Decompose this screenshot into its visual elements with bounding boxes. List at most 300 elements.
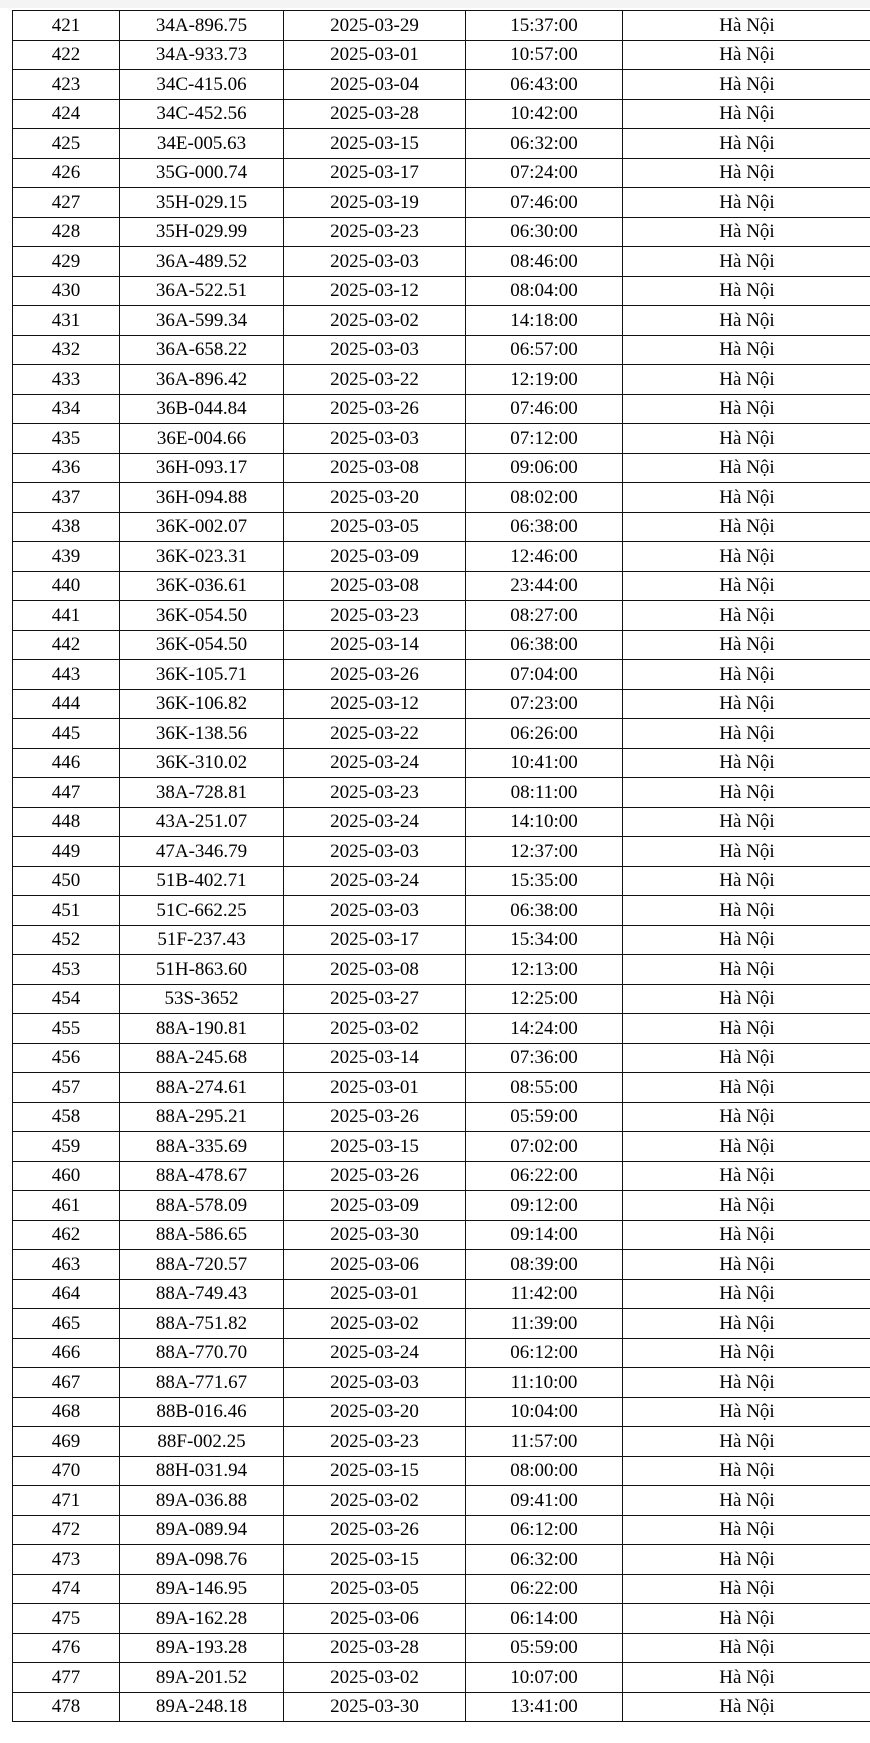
location-cell: Hà Nội (623, 129, 870, 159)
violation-date-cell: 2025-03-17 (284, 158, 466, 188)
violation-date-cell: 2025-03-08 (284, 453, 466, 483)
row-number-cell: 460 (13, 1161, 120, 1191)
row-number-cell: 428 (13, 217, 120, 247)
violation-time-cell: 07:24:00 (466, 158, 623, 188)
table-row (13, 1309, 870, 1339)
violation-time-cell: 06:38:00 (466, 896, 623, 926)
row-number-cell: 456 (13, 1043, 120, 1073)
violation-time-cell: 08:27:00 (466, 601, 623, 631)
license-plate-cell: 36A-522.51 (120, 276, 284, 306)
row-number-cell: 475 (13, 1604, 120, 1634)
violation-time-cell: 06:12:00 (466, 1515, 623, 1545)
table-row (13, 896, 870, 926)
table-row (13, 129, 870, 159)
violation-time-cell: 06:32:00 (466, 129, 623, 159)
violation-time-cell: 07:12:00 (466, 424, 623, 454)
table-row (13, 1633, 870, 1663)
location-cell: Hà Nội (623, 571, 870, 601)
violation-time-cell: 07:23:00 (466, 689, 623, 719)
license-plate-cell: 89A-098.76 (120, 1545, 284, 1575)
row-number-cell: 423 (13, 70, 120, 100)
license-plate-cell: 36A-599.34 (120, 306, 284, 336)
violation-time-cell: 15:35:00 (466, 866, 623, 896)
location-cell: Hà Nội (623, 984, 870, 1014)
violation-time-cell: 08:46:00 (466, 247, 623, 277)
row-number-cell: 424 (13, 99, 120, 129)
table-row (13, 1574, 870, 1604)
violation-date-cell: 2025-03-24 (284, 866, 466, 896)
location-cell: Hà Nội (623, 542, 870, 572)
table-row (13, 365, 870, 395)
license-plate-cell: 89A-193.28 (120, 1633, 284, 1663)
violation-time-cell: 06:22:00 (466, 1574, 623, 1604)
violation-time-cell: 09:14:00 (466, 1220, 623, 1250)
table-row (13, 542, 870, 572)
table-row (13, 984, 870, 1014)
table-row (13, 1545, 870, 1575)
location-cell: Hà Nội (623, 1250, 870, 1280)
violation-date-cell: 2025-03-03 (284, 424, 466, 454)
row-number-cell: 471 (13, 1486, 120, 1516)
license-plate-cell: 53S-3652 (120, 984, 284, 1014)
location-cell: Hà Nội (623, 748, 870, 778)
license-plate-cell: 51H-863.60 (120, 955, 284, 985)
license-plate-cell: 89A-036.88 (120, 1486, 284, 1516)
table-row (13, 689, 870, 719)
license-plate-cell: 34C-415.06 (120, 70, 284, 100)
row-number-cell: 426 (13, 158, 120, 188)
violation-date-cell: 2025-03-26 (284, 394, 466, 424)
table-row (13, 394, 870, 424)
table-row (13, 1250, 870, 1280)
row-number-cell: 478 (13, 1692, 120, 1722)
table-row (13, 1486, 870, 1516)
table-row (13, 1279, 870, 1309)
table-row (13, 1692, 870, 1722)
violation-date-cell: 2025-03-01 (284, 1073, 466, 1103)
violation-time-cell: 12:46:00 (466, 542, 623, 572)
violation-date-cell: 2025-03-22 (284, 365, 466, 395)
violation-time-cell: 06:14:00 (466, 1604, 623, 1634)
license-plate-cell: 36K-105.71 (120, 660, 284, 690)
license-plate-cell: 36K-023.31 (120, 542, 284, 572)
location-cell: Hà Nội (623, 70, 870, 100)
row-number-cell: 465 (13, 1309, 120, 1339)
table-row (13, 512, 870, 542)
table-row (13, 1397, 870, 1427)
license-plate-cell: 88B-016.46 (120, 1397, 284, 1427)
license-plate-cell: 36K-310.02 (120, 748, 284, 778)
row-number-cell: 477 (13, 1663, 120, 1693)
violation-time-cell: 07:46:00 (466, 188, 623, 218)
location-cell: Hà Nội (623, 660, 870, 690)
license-plate-cell: 36A-896.42 (120, 365, 284, 395)
violation-time-cell: 10:57:00 (466, 40, 623, 70)
violation-time-cell: 09:12:00 (466, 1191, 623, 1221)
row-number-cell: 430 (13, 276, 120, 306)
row-number-cell: 473 (13, 1545, 120, 1575)
violation-date-cell: 2025-03-15 (284, 1132, 466, 1162)
location-cell: Hà Nội (623, 896, 870, 926)
row-number-cell: 437 (13, 483, 120, 513)
violation-date-cell: 2025-03-03 (284, 247, 466, 277)
row-number-cell: 429 (13, 247, 120, 277)
location-cell: Hà Nội (623, 837, 870, 867)
location-cell: Hà Nội (623, 1427, 870, 1457)
violation-time-cell: 08:11:00 (466, 778, 623, 808)
license-plate-cell: 88A-751.82 (120, 1309, 284, 1339)
row-number-cell: 431 (13, 306, 120, 336)
table-row (13, 99, 870, 129)
violation-date-cell: 2025-03-24 (284, 1338, 466, 1368)
table-row (13, 1102, 870, 1132)
violation-date-cell: 2025-03-26 (284, 1515, 466, 1545)
row-number-cell: 433 (13, 365, 120, 395)
table-row (13, 1132, 870, 1162)
location-cell: Hà Nội (623, 1397, 870, 1427)
license-plate-cell: 88A-749.43 (120, 1279, 284, 1309)
location-cell: Hà Nội (623, 1220, 870, 1250)
violation-time-cell: 06:22:00 (466, 1161, 623, 1191)
location-cell: Hà Nội (623, 689, 870, 719)
row-number-cell: 444 (13, 689, 120, 719)
violation-date-cell: 2025-03-20 (284, 483, 466, 513)
violation-date-cell: 2025-03-19 (284, 188, 466, 218)
license-plate-cell: 89A-248.18 (120, 1692, 284, 1722)
violation-time-cell: 08:02:00 (466, 483, 623, 513)
table-row (13, 1604, 870, 1634)
location-cell: Hà Nội (623, 276, 870, 306)
violation-date-cell: 2025-03-02 (284, 1309, 466, 1339)
license-plate-cell: 88A-578.09 (120, 1191, 284, 1221)
violation-time-cell: 12:13:00 (466, 955, 623, 985)
violation-time-cell: 11:42:00 (466, 1279, 623, 1309)
violation-time-cell: 06:32:00 (466, 1545, 623, 1575)
license-plate-cell: 36K-138.56 (120, 719, 284, 749)
violation-time-cell: 23:44:00 (466, 571, 623, 601)
location-cell: Hà Nội (623, 866, 870, 896)
location-cell: Hà Nội (623, 1368, 870, 1398)
location-cell: Hà Nội (623, 1663, 870, 1693)
violation-date-cell: 2025-03-01 (284, 40, 466, 70)
violation-time-cell: 09:41:00 (466, 1486, 623, 1516)
violation-time-cell: 07:02:00 (466, 1132, 623, 1162)
location-cell: Hà Nội (623, 335, 870, 365)
license-plate-cell: 51C-662.25 (120, 896, 284, 926)
table-row (13, 453, 870, 483)
violation-date-cell: 2025-03-26 (284, 1102, 466, 1132)
violation-date-cell: 2025-03-27 (284, 984, 466, 1014)
table-row (13, 1073, 870, 1103)
location-cell: Hà Nội (623, 512, 870, 542)
row-number-cell: 427 (13, 188, 120, 218)
license-plate-cell: 36K-002.07 (120, 512, 284, 542)
violation-time-cell: 06:30:00 (466, 217, 623, 247)
violation-time-cell: 07:46:00 (466, 394, 623, 424)
violation-date-cell: 2025-03-03 (284, 1368, 466, 1398)
license-plate-cell: 36K-054.50 (120, 630, 284, 660)
row-number-cell: 439 (13, 542, 120, 572)
row-number-cell: 452 (13, 925, 120, 955)
violation-date-cell: 2025-03-17 (284, 925, 466, 955)
row-number-cell: 455 (13, 1014, 120, 1044)
location-cell: Hà Nội (623, 1486, 870, 1516)
row-number-cell: 434 (13, 394, 120, 424)
violation-time-cell: 08:00:00 (466, 1456, 623, 1486)
violation-time-cell: 11:39:00 (466, 1309, 623, 1339)
location-cell: Hà Nội (623, 306, 870, 336)
table-row (13, 1338, 870, 1368)
table-row (13, 601, 870, 631)
violation-date-cell: 2025-03-26 (284, 1161, 466, 1191)
top-edge-strip (0, 0, 870, 8)
location-cell: Hà Nội (623, 1132, 870, 1162)
location-cell: Hà Nội (623, 1309, 870, 1339)
license-plate-cell: 34C-452.56 (120, 99, 284, 129)
row-number-cell: 469 (13, 1427, 120, 1457)
license-plate-cell: 88A-245.68 (120, 1043, 284, 1073)
violation-time-cell: 09:06:00 (466, 453, 623, 483)
violation-date-cell: 2025-03-05 (284, 512, 466, 542)
location-cell: Hà Nội (623, 40, 870, 70)
violation-time-cell: 14:24:00 (466, 1014, 623, 1044)
violation-date-cell: 2025-03-15 (284, 1545, 466, 1575)
violation-time-cell: 08:55:00 (466, 1073, 623, 1103)
table-row (13, 335, 870, 365)
location-cell: Hà Nội (623, 365, 870, 395)
row-number-cell: 441 (13, 601, 120, 631)
license-plate-cell: 88F-002.25 (120, 1427, 284, 1457)
license-plate-cell: 34A-896.75 (120, 11, 284, 41)
table-row (13, 630, 870, 660)
violation-time-cell: 15:34:00 (466, 925, 623, 955)
location-cell: Hà Nội (623, 778, 870, 808)
row-number-cell: 464 (13, 1279, 120, 1309)
location-cell: Hà Nội (623, 99, 870, 129)
license-plate-cell: 36H-093.17 (120, 453, 284, 483)
location-cell: Hà Nội (623, 247, 870, 277)
violation-date-cell: 2025-03-28 (284, 99, 466, 129)
violation-date-cell: 2025-03-23 (284, 778, 466, 808)
row-number-cell: 468 (13, 1397, 120, 1427)
row-number-cell: 457 (13, 1073, 120, 1103)
table-row (13, 1515, 870, 1545)
table-row (13, 1427, 870, 1457)
location-cell: Hà Nội (623, 158, 870, 188)
license-plate-cell: 36K-036.61 (120, 571, 284, 601)
license-plate-cell: 43A-251.07 (120, 807, 284, 837)
violation-time-cell: 11:10:00 (466, 1368, 623, 1398)
violation-time-cell: 07:04:00 (466, 660, 623, 690)
location-cell: Hà Nội (623, 1014, 870, 1044)
violation-date-cell: 2025-03-20 (284, 1397, 466, 1427)
table-row (13, 1220, 870, 1250)
violation-time-cell: 11:57:00 (466, 1427, 623, 1457)
violation-date-cell: 2025-03-23 (284, 1427, 466, 1457)
violation-time-cell: 05:59:00 (466, 1633, 623, 1663)
license-plate-cell: 51F-237.43 (120, 925, 284, 955)
violation-date-cell: 2025-03-05 (284, 1574, 466, 1604)
row-number-cell: 454 (13, 984, 120, 1014)
table-row (13, 719, 870, 749)
license-plate-cell: 88A-295.21 (120, 1102, 284, 1132)
location-cell: Hà Nội (623, 188, 870, 218)
row-number-cell: 458 (13, 1102, 120, 1132)
row-number-cell: 435 (13, 424, 120, 454)
location-cell: Hà Nội (623, 1515, 870, 1545)
location-cell: Hà Nội (623, 1456, 870, 1486)
license-plate-cell: 89A-201.52 (120, 1663, 284, 1693)
license-plate-cell: 88A-771.67 (120, 1368, 284, 1398)
violation-date-cell: 2025-03-22 (284, 719, 466, 749)
table-row (13, 955, 870, 985)
table-row (13, 807, 870, 837)
table-row (13, 11, 870, 41)
license-plate-cell: 36B-044.84 (120, 394, 284, 424)
row-number-cell: 453 (13, 955, 120, 985)
location-cell: Hà Nội (623, 483, 870, 513)
row-number-cell: 443 (13, 660, 120, 690)
row-number-cell: 421 (13, 11, 120, 41)
row-number-cell: 474 (13, 1574, 120, 1604)
table-row (13, 1191, 870, 1221)
table-row (13, 1663, 870, 1693)
license-plate-cell: 38A-728.81 (120, 778, 284, 808)
row-number-cell: 445 (13, 719, 120, 749)
table-row (13, 247, 870, 277)
row-number-cell: 422 (13, 40, 120, 70)
violation-date-cell: 2025-03-06 (284, 1604, 466, 1634)
license-plate-cell: 34E-005.63 (120, 129, 284, 159)
violation-time-cell: 12:25:00 (466, 984, 623, 1014)
row-number-cell: 451 (13, 896, 120, 926)
license-plate-cell: 89A-162.28 (120, 1604, 284, 1634)
row-number-cell: 470 (13, 1456, 120, 1486)
location-cell: Hà Nội (623, 11, 870, 41)
row-number-cell: 463 (13, 1250, 120, 1280)
row-number-cell: 448 (13, 807, 120, 837)
table-row (13, 1368, 870, 1398)
location-cell: Hà Nội (623, 424, 870, 454)
location-cell: Hà Nội (623, 1043, 870, 1073)
table-row (13, 1043, 870, 1073)
location-cell: Hà Nội (623, 1102, 870, 1132)
violation-time-cell: 07:36:00 (466, 1043, 623, 1073)
location-cell: Hà Nội (623, 925, 870, 955)
table-row (13, 571, 870, 601)
location-cell: Hà Nội (623, 1633, 870, 1663)
violation-date-cell: 2025-03-08 (284, 955, 466, 985)
violation-time-cell: 08:39:00 (466, 1250, 623, 1280)
row-number-cell: 432 (13, 335, 120, 365)
violation-date-cell: 2025-03-02 (284, 1663, 466, 1693)
violation-date-cell: 2025-03-23 (284, 217, 466, 247)
row-number-cell: 442 (13, 630, 120, 660)
row-number-cell: 440 (13, 571, 120, 601)
row-number-cell: 436 (13, 453, 120, 483)
violation-date-cell: 2025-03-30 (284, 1220, 466, 1250)
violation-time-cell: 10:04:00 (466, 1397, 623, 1427)
license-plate-cell: 89A-089.94 (120, 1515, 284, 1545)
violation-date-cell: 2025-03-02 (284, 1486, 466, 1516)
violation-date-cell: 2025-03-28 (284, 1633, 466, 1663)
location-cell: Hà Nội (623, 1545, 870, 1575)
license-plate-cell: 35G-000.74 (120, 158, 284, 188)
location-cell: Hà Nội (623, 955, 870, 985)
row-number-cell: 466 (13, 1338, 120, 1368)
violation-date-cell: 2025-03-30 (284, 1692, 466, 1722)
license-plate-cell: 35H-029.15 (120, 188, 284, 218)
license-plate-cell: 36A-658.22 (120, 335, 284, 365)
violation-date-cell: 2025-03-03 (284, 837, 466, 867)
row-number-cell: 467 (13, 1368, 120, 1398)
row-number-cell: 459 (13, 1132, 120, 1162)
row-number-cell: 449 (13, 837, 120, 867)
location-cell: Hà Nội (623, 1604, 870, 1634)
violation-date-cell: 2025-03-26 (284, 660, 466, 690)
row-number-cell: 472 (13, 1515, 120, 1545)
violation-time-cell: 10:41:00 (466, 748, 623, 778)
violation-date-cell: 2025-03-06 (284, 1250, 466, 1280)
violation-time-cell: 14:10:00 (466, 807, 623, 837)
location-cell: Hà Nội (623, 1073, 870, 1103)
table-row (13, 748, 870, 778)
license-plate-cell: 47A-346.79 (120, 837, 284, 867)
table-row (13, 70, 870, 100)
location-cell: Hà Nội (623, 1338, 870, 1368)
violation-time-cell: 06:12:00 (466, 1338, 623, 1368)
row-number-cell: 461 (13, 1191, 120, 1221)
row-number-cell: 438 (13, 512, 120, 542)
license-plate-cell: 88A-478.67 (120, 1161, 284, 1191)
license-plate-cell: 36K-054.50 (120, 601, 284, 631)
table-row (13, 660, 870, 690)
row-number-cell: 462 (13, 1220, 120, 1250)
row-number-cell: 425 (13, 129, 120, 159)
location-cell: Hà Nội (623, 807, 870, 837)
violation-date-cell: 2025-03-01 (284, 1279, 466, 1309)
table-row (13, 1456, 870, 1486)
table-row (13, 188, 870, 218)
location-cell: Hà Nội (623, 1279, 870, 1309)
violation-date-cell: 2025-03-04 (284, 70, 466, 100)
violation-date-cell: 2025-03-14 (284, 1043, 466, 1073)
violation-time-cell: 06:38:00 (466, 630, 623, 660)
license-plate-cell: 36E-004.66 (120, 424, 284, 454)
violation-time-cell: 15:37:00 (466, 11, 623, 41)
license-plate-cell: 35H-029.99 (120, 217, 284, 247)
violation-date-cell: 2025-03-15 (284, 129, 466, 159)
location-cell: Hà Nội (623, 1574, 870, 1604)
location-cell: Hà Nội (623, 453, 870, 483)
location-cell: Hà Nội (623, 601, 870, 631)
violation-time-cell: 08:04:00 (466, 276, 623, 306)
violation-time-cell: 06:38:00 (466, 512, 623, 542)
license-plate-cell: 36A-489.52 (120, 247, 284, 277)
violation-date-cell: 2025-03-23 (284, 601, 466, 631)
violation-time-cell: 12:37:00 (466, 837, 623, 867)
row-number-cell: 476 (13, 1633, 120, 1663)
table-row (13, 306, 870, 336)
license-plate-cell: 88A-335.69 (120, 1132, 284, 1162)
violation-time-cell: 13:41:00 (466, 1692, 623, 1722)
violation-date-cell: 2025-03-12 (284, 689, 466, 719)
table-row (13, 217, 870, 247)
violation-date-cell: 2025-03-02 (284, 306, 466, 336)
table-row (13, 40, 870, 70)
row-number-cell: 446 (13, 748, 120, 778)
location-cell: Hà Nội (623, 217, 870, 247)
